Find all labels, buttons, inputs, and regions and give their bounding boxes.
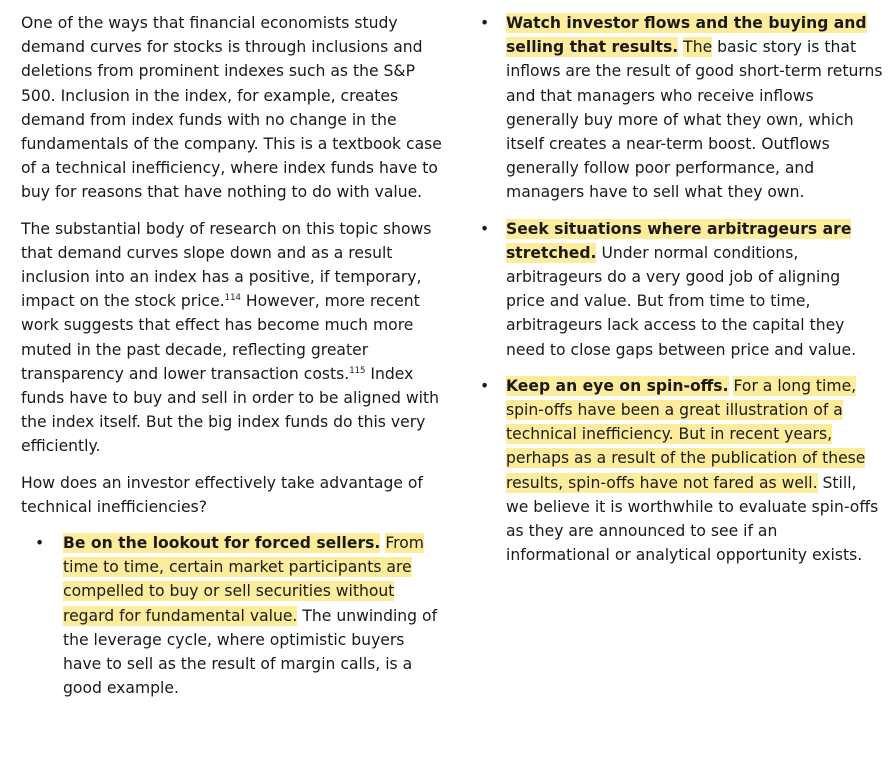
bullet-text-highlight: The (683, 38, 713, 57)
bullet-marker: • (480, 14, 490, 32)
right-column (478, 11, 883, 579)
bullet-heading-highlight: Watch investor flows and the buying and selling that results. (506, 14, 867, 57)
bullet-text: basic story is that inflows are the result of good short-term returns and that managers who receive inflows generally buy more of what they own, which itself creates a near-term boost. Outflows generally follow poor performance, and managers have to sell what they own. (506, 38, 883, 202)
research-text-b: However, more recent work suggests that effect has become much more muted in the past decade, reflecting greater transparency and lower transaction costs. (21, 292, 420, 383)
bullet-spin-offs (478, 374, 883, 568)
left-bullet-list (21, 531, 446, 700)
bullet-heading-highlight: Seek situations where arbitrageurs are stretched. (506, 219, 852, 262)
bullet-text: Still, we believe it is worthwhile to evaluate spin-offs as they are announced to see if an informational or analytical opportunity exists. (506, 473, 879, 565)
bullet-investor-flows (478, 11, 883, 205)
intro-paragraph: One of the ways that financial economists study demand curves for stocks is through inclusions and deletions from prominent indexes such as the S&P 500. Inclusion in the index, for example, creates demand from index funds with no change in the fundamentals of the company. This is a textbook case of a technical inefficiency, where index funds have to buy for reasons that have nothing to do with value. (21, 14, 442, 202)
question-paragraph: How does an investor effectively take advantage of technical inefficiencies? (21, 473, 423, 516)
research-text-a: The substantial body of research on this topic shows that demand curves slope down and as a result inclusion into an index has a positive, if temporary, impact on the stock price. (21, 219, 432, 311)
bullet-heading-highlight: Keep an eye on spin-offs. (506, 376, 729, 395)
research-paragraph (21, 217, 446, 459)
research-text-c: Index funds have to buy and sell in order to be aligned with the index itself. But the big index funds do this very efficiently. (21, 364, 439, 456)
bullet-marker: • (35, 534, 45, 553)
bullet-forced-sellers (21, 531, 446, 700)
bullet-arbitrageurs (478, 217, 883, 362)
left-column (21, 11, 446, 712)
bullet-text-highlight: From time to time, certain market participants are compelled to buy or sell securities without regard for fundamental value. (63, 534, 424, 625)
footnote-ref-115[interactable]: 115 (349, 365, 366, 376)
bullet-text: The unwinding of the leverage cycle, where optimistic buyers have to sell as the result of margin calls, is a good example. (63, 606, 438, 698)
bullet-text-highlight: For a long time, spin-offs have been a great illustration of a technical inefficiency. But in recent years, perhaps as a result of the publication of these results, spin-offs have not fared as well. (506, 376, 866, 492)
bullet-marker: • (480, 219, 490, 238)
footnote-ref-114[interactable]: 114 (224, 293, 241, 304)
bullet-marker: • (480, 376, 490, 395)
bullet-text: Under normal conditions, arbitrageurs do a very good job of aligning price and value. But from time to time, arbitrageurs lack access to the capital they need to close gaps between price and value. (506, 243, 857, 359)
right-bullet-list (478, 11, 883, 567)
bullet-heading-highlight: Be on the lookout for forced sellers. (63, 534, 381, 553)
